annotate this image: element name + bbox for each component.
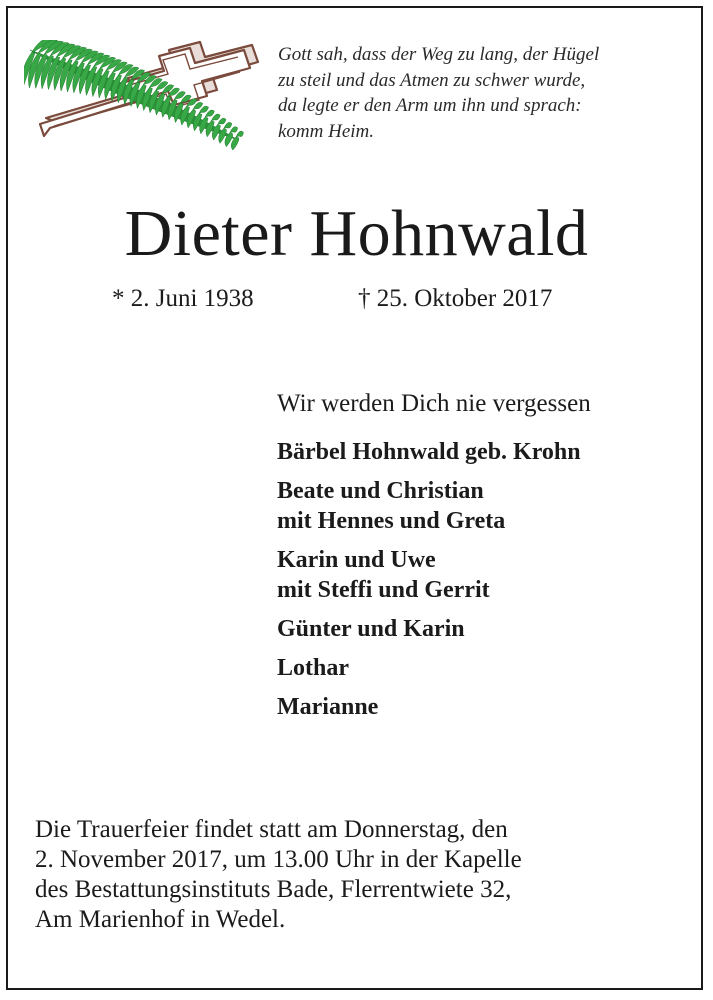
mourner-line: mit Steffi und Gerrit xyxy=(277,577,490,603)
mourner-entry xyxy=(277,545,581,605)
mourner-line: mit Hennes und Greta xyxy=(277,508,506,534)
death-date: † 25. Oktober 2017 xyxy=(358,285,553,312)
notice-line: Die Trauerfeier findet statt am Donnerstag, den xyxy=(35,816,508,843)
notice-line: 2. November 2017, um 13.00 Uhr in der Kapelle xyxy=(35,846,522,873)
mourner-entry xyxy=(277,476,581,536)
mourner-line: Beate und Christian xyxy=(277,478,484,504)
mourner-entry xyxy=(277,653,581,683)
mourner-line: Karin und Uwe xyxy=(277,547,436,573)
notice-line: des Bestattungsinstituts Bade, Flerrentwiete 32, xyxy=(35,876,512,903)
mourner-line: Marianne xyxy=(277,694,379,720)
mourner-line: Bärbel Hohnwald geb. Krohn xyxy=(277,439,581,465)
poem xyxy=(278,42,688,144)
mourner-entry xyxy=(277,437,581,467)
mourners-list xyxy=(277,437,581,731)
mourner-entry xyxy=(277,692,581,722)
funeral-notice xyxy=(35,815,695,935)
mourner-line: Günter und Karin xyxy=(277,616,465,642)
birth-date: * 2. Juni 1938 xyxy=(112,285,254,312)
deceased-name: Dieter Hohnwald xyxy=(124,197,589,270)
motto: Wir werden Dich nie vergessen xyxy=(277,390,591,417)
poem-line: zu steil und das Atmen zu schwer wurde, xyxy=(278,69,586,91)
cross-palm-icon xyxy=(24,40,264,150)
notice-line: Am Marienhof in Wedel. xyxy=(35,906,286,933)
mourner-entry xyxy=(277,614,581,644)
mourner-line: Lothar xyxy=(277,655,349,681)
poem-line: komm Heim. xyxy=(278,120,375,142)
poem-line: da legte er den Arm um ihn und sprach: xyxy=(278,95,582,116)
poem-line: Gott sah, dass der Weg zu lang, der Hügel xyxy=(278,44,600,65)
